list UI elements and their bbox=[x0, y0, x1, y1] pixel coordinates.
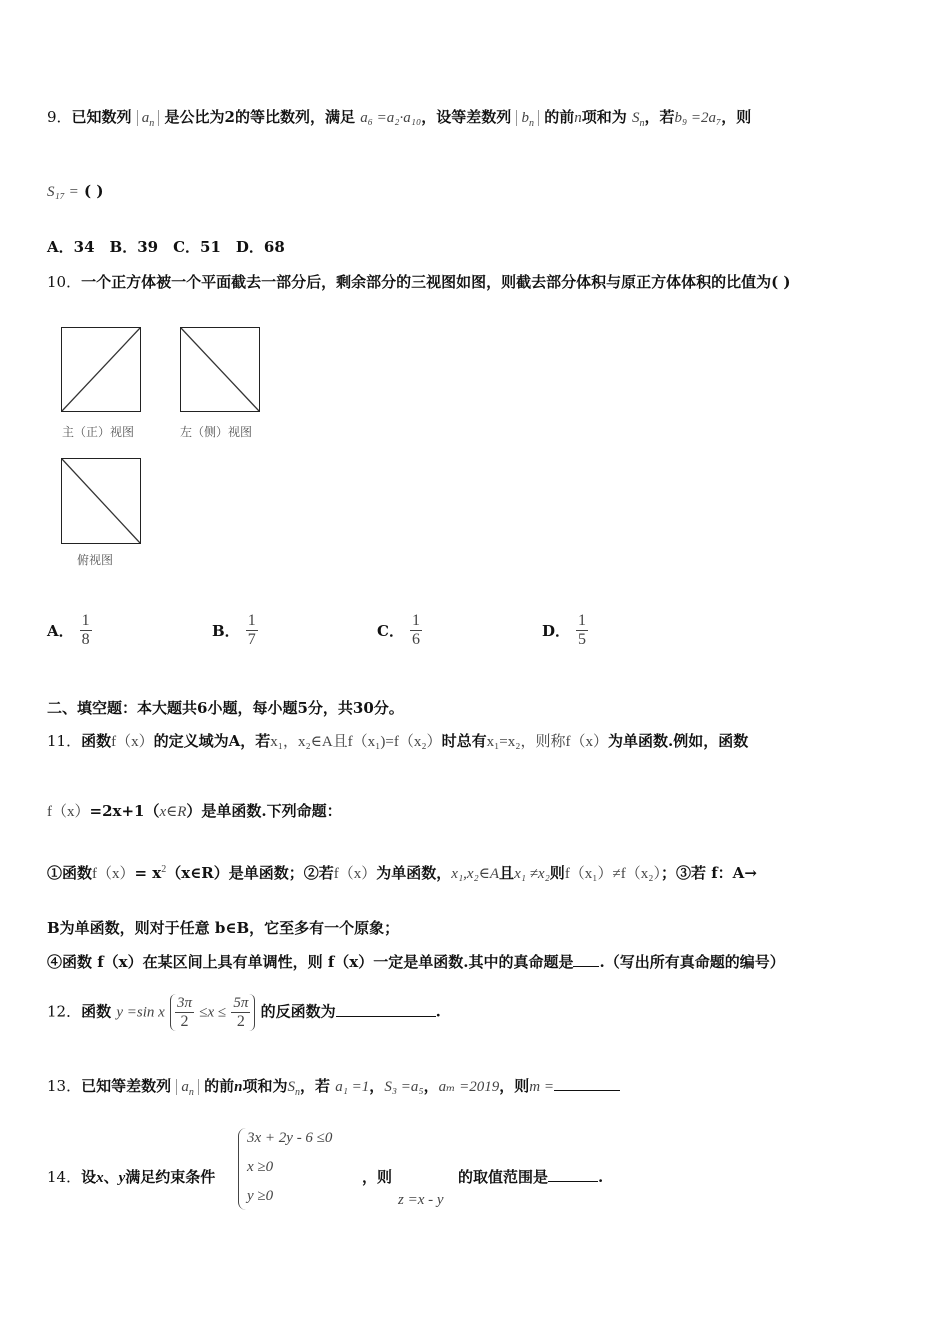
answer-paren: ( ) bbox=[84, 182, 104, 200]
q11-line2: f（x）=2x+1（x∈R）是单函数.下列命题： bbox=[47, 802, 342, 820]
q9-condition: a₆ =a₂·a₁₀ bbox=[360, 110, 422, 126]
seq-an: $a_n$ bbox=[137, 110, 160, 126]
q11-line5: ④函数 f（x）在某区间上具有单调性，则 f（x）一定是单函数.其中的真命题是 .（写出所有真命题的编号） bbox=[47, 953, 785, 971]
q9-options: A．34 B．39 C．51 D．68 bbox=[47, 238, 285, 256]
q10-option-a: A． $\frac{1}{8}$ bbox=[47, 612, 90, 648]
q11-line1: 11．函数f（x）的定义域为A，若x₁，x₂∈A且f（x₁)=f（x₂）时总有x₁=x₂，则称f（x）为单函数.例如，函数 bbox=[47, 732, 749, 750]
answer-blank[interactable] bbox=[548, 1167, 598, 1182]
q10-text: 10．一个正方体被一个平面截去一部分后，剩余部分的三视图如图，则截去部分体积与原正方体体积的比值为( ) bbox=[47, 273, 791, 291]
answer-blank[interactable] bbox=[554, 1076, 620, 1091]
seq-bn: $b_n$ bbox=[516, 110, 539, 126]
q10-option-c: C． $\frac{1}{6}$ bbox=[377, 612, 420, 648]
q11-line4: B为单函数，则对于任意 b∈B，它至多有一个原象； bbox=[47, 919, 400, 937]
constraint-system: 3x + 2y - 6 ≤0 x ≥0 y ≥0 bbox=[238, 1128, 359, 1210]
q10-option-d: D． $\frac{1}{5}$ bbox=[542, 612, 587, 648]
front-view-diagram bbox=[61, 327, 141, 412]
q14-line: 14．设x、y满足约束条件 bbox=[47, 1168, 216, 1186]
diagonal-line bbox=[62, 459, 140, 543]
answer-blank[interactable] bbox=[573, 952, 599, 967]
diagonal-line bbox=[181, 328, 259, 411]
top-view-diagram bbox=[61, 458, 141, 544]
side-view-diagram bbox=[180, 327, 260, 412]
diagonal-line bbox=[62, 328, 140, 411]
section-heading: 二、填空题：本大题共6小题，每小题5分，共30分。 bbox=[47, 699, 404, 717]
top-view-caption: 俯视图 bbox=[77, 553, 114, 567]
q14-tail: ，则 的取值范围是 . bbox=[362, 1168, 604, 1186]
side-view-caption: 左（侧）视图 bbox=[180, 425, 253, 439]
q14-objective: z =x - y bbox=[398, 1192, 444, 1208]
q9-number: 9． bbox=[47, 108, 72, 126]
q11-line3: ①函数$f(x)= x^2(x\in R)$是单函数；②若f（x）为单函数，x₁,x₂∈A且x₁ ≠x₂则f（x₁）≠f（x₂）；③若 f：A→ bbox=[47, 864, 757, 882]
q12-line: 12．函数 y =sin x $\frac{3\pi}{2}$ ≤x ≤ $\frac{5\pi}{2}$ 的反函数为 . bbox=[47, 995, 441, 1030]
answer-blank[interactable] bbox=[336, 1002, 436, 1017]
q9-s17: S₁₇ = bbox=[47, 184, 79, 200]
front-view-caption: 主（正）视图 bbox=[62, 425, 135, 439]
q13-line: 13．已知等差数列 $a_n$ 的前n项和为$S_n$，若 a₁ =1，S₃ =a₅，aₘ =2019，则m = bbox=[47, 1075, 620, 1098]
q12-domain: $\frac{3\pi}{2}$ ≤x ≤ $\frac{5\pi}{2}$ bbox=[170, 994, 255, 1031]
q10-option-b: B． $\frac{1}{7}$ bbox=[212, 612, 256, 648]
q9-line1: 9．已知数列 $a_n$ 是公比为2的等比数列，满足 a₆ =a₂·a₁₀，设等差数列 $b_n$ 的前n项和为 $S_n$，若b₉ =2a₇，则 bbox=[47, 108, 752, 129]
q9-line2 bbox=[47, 182, 103, 201]
